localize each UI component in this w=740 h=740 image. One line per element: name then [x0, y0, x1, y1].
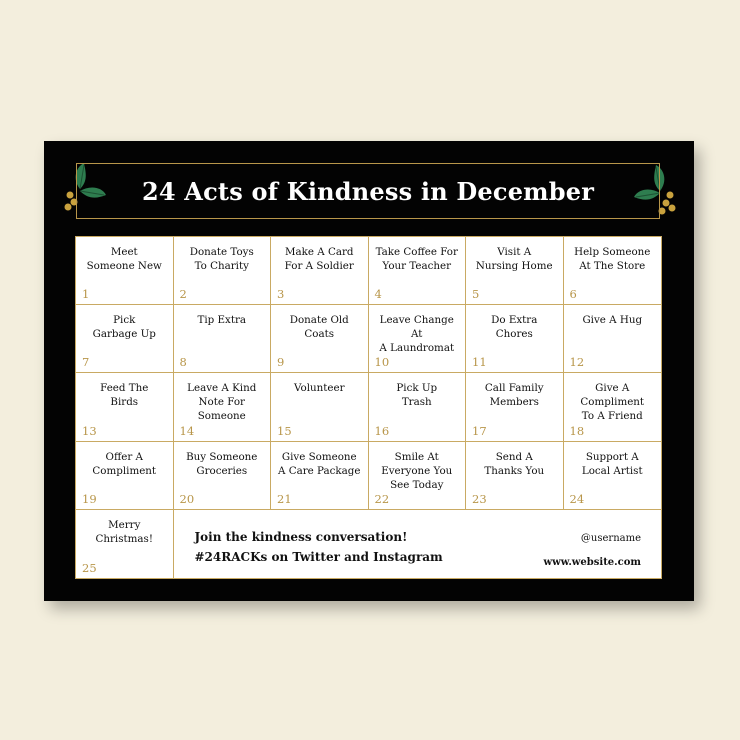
day-number: 8	[179, 355, 187, 370]
cta-line-1: Join the kindness conversation!	[194, 529, 408, 544]
day-cell	[174, 442, 272, 510]
day-number: 11	[472, 355, 487, 370]
day-number: 1	[82, 287, 90, 302]
day-activity: Donate Old Coats	[289, 314, 349, 341]
day-activity: Give Someone A Care Package	[278, 450, 361, 477]
day-number: 18	[569, 423, 585, 438]
footer-panel	[174, 510, 662, 578]
day-cell	[466, 305, 564, 373]
day-activity: Help Someone At The Store	[574, 246, 651, 272]
day-number: 22	[374, 491, 390, 506]
website: www.website.com	[543, 556, 641, 568]
call-to-action	[195, 527, 443, 567]
day-activity: Volunteer	[294, 382, 345, 395]
day-cell	[174, 237, 272, 305]
day-activity: Give A Hug	[582, 314, 643, 327]
day-cell	[76, 442, 174, 510]
day-number: 20	[179, 491, 195, 506]
day-activity: Meet Someone New	[86, 246, 162, 272]
day-cell	[369, 373, 467, 441]
day-cell	[369, 237, 467, 305]
day-activity: Give A Compliment To A Friend	[580, 382, 645, 423]
cta-line-2: #24RACKs on Twitter and Instagram	[194, 549, 443, 564]
day-number: 15	[277, 423, 292, 438]
day-number: 25	[82, 560, 97, 575]
day-number: 9	[277, 355, 285, 370]
day-activity: Smile At Everyone You See Today	[381, 450, 453, 491]
day-cell	[174, 373, 272, 441]
day-activity: Visit A Nursing Home	[475, 246, 553, 272]
day-number: 23	[472, 491, 487, 506]
day-number: 5	[472, 287, 480, 302]
day-cell	[466, 373, 564, 441]
day-cell	[271, 373, 369, 441]
day-number: 3	[277, 287, 285, 302]
day-number: 21	[277, 491, 292, 506]
day-activity: Tip Extra	[197, 314, 247, 327]
day-cell	[564, 237, 662, 305]
social-info	[544, 527, 642, 575]
day-activity: Leave Change At A Laundromat	[379, 314, 455, 355]
day-activity: Do Extra Chores	[491, 314, 538, 341]
day-cell	[466, 442, 564, 510]
day-cell	[564, 442, 662, 510]
day-cell	[369, 442, 467, 510]
day-activity: Merry Christmas!	[95, 518, 153, 545]
page-title: 24 Acts of Kindness in December	[141, 176, 595, 206]
day-cell	[564, 373, 662, 441]
day-activity: Buy Someone Groceries	[186, 450, 258, 477]
day-number: 6	[569, 287, 577, 302]
day-number: 4	[374, 287, 382, 302]
calendar-grid	[75, 236, 662, 579]
day-cell	[76, 305, 174, 373]
day-cell	[271, 442, 369, 510]
day-activity: Call Family Members	[484, 382, 544, 409]
day-activity: Support A Local Artist	[581, 450, 643, 477]
day-number: 10	[374, 355, 390, 370]
day-number: 24	[569, 491, 585, 506]
day-cell	[564, 305, 662, 373]
day-cell	[174, 305, 272, 373]
day-number: 14	[179, 423, 195, 438]
day-number: 17	[472, 423, 487, 438]
day-cell	[369, 305, 467, 373]
day-activity: Pick Up Trash	[396, 382, 438, 409]
calendar-card	[44, 141, 694, 601]
day-number: 2	[179, 287, 187, 302]
day-number: 7	[82, 355, 90, 370]
day-number: 19	[82, 491, 97, 506]
day-cell	[271, 237, 369, 305]
day-cell	[76, 510, 174, 578]
day-cell	[271, 305, 369, 373]
day-number: 13	[82, 423, 97, 438]
day-activity: Make A Card For A Soldier	[284, 246, 354, 272]
day-cell	[76, 237, 174, 305]
day-activity: Leave A Kind Note For Someone	[187, 382, 257, 423]
day-cell	[466, 237, 564, 305]
day-cell	[76, 373, 174, 441]
day-activity: Send A Thanks You	[484, 450, 545, 477]
day-activity: Donate Toys To Charity	[189, 246, 254, 272]
title-frame	[76, 163, 660, 219]
day-number: 12	[569, 355, 585, 370]
day-activity: Pick Garbage Up	[92, 314, 156, 341]
day-activity: Feed The Birds	[100, 382, 149, 409]
username: @username	[580, 532, 641, 544]
day-activity: Offer A Compliment	[92, 450, 157, 477]
day-activity: Take Coffee For Your Teacher	[375, 246, 458, 272]
day-number: 16	[374, 423, 390, 438]
